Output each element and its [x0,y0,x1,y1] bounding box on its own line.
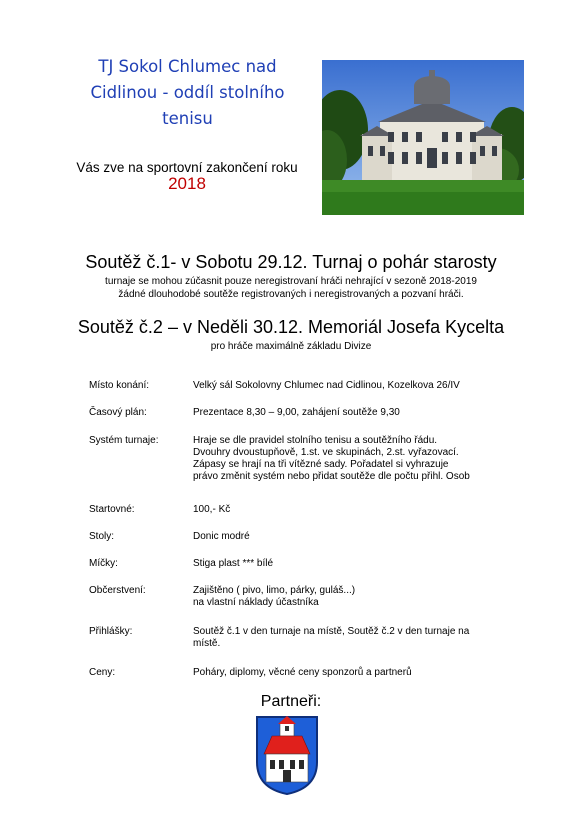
detail-label-prizes: Ceny: [89,667,116,678]
detail-value-venue [193,380,533,392]
detail-value-registration [193,626,533,650]
detail-value-fee [193,504,533,516]
contest-2-note: pro hráče maximálně základu Divize [210,341,372,352]
detail-label-venue: Místo konání: [89,380,150,391]
invite-text: Vás zve na sportovní zakončení roku [76,160,298,175]
detail-label-registration: Přihlášky: [89,626,133,637]
detail-label-fee: Startovné: [89,504,135,515]
detail-label-tables: Stoly: [89,531,115,542]
detail-label-schedule: Časový plán: [89,407,147,418]
detail-value-line: právo změnit systém nebo přidat soutěže dle počtu přihl. Osob [193,471,470,482]
detail-value-line: Donic modré [193,531,250,542]
detail-value-line: místě. [193,638,221,649]
detail-label-balls: Míčky: [89,558,118,569]
contest-1-note-line: žádné dlouhodobé soutěže registrovaných i neregistrovaných a pozvaní hráči. [118,289,464,300]
detail-value-line: Poháry, diplomy, věcné ceny sponzorů a partnerů [193,667,412,678]
event-year: 2018 [168,174,206,193]
club-name-line: TJ Sokol Chlumec nad [98,57,277,76]
detail-value-schedule [193,407,533,419]
partners-title: Partneři: [260,693,322,710]
detail-value-line: Prezentace 8,30 – 9,00, zahájení soutěže 9,30 [193,407,400,418]
detail-value-line: na vlastní náklady účastníka [193,597,319,608]
detail-value-line: Dvouhry dvoustupňově, 1.st. ve skupinách, 2.st. vyřazovací. [193,447,459,458]
chateau-photo [322,60,524,215]
contest-1-note-line: turnaje se mohou zúčasnit pouze neregistrovaní hráči nehrající v sezoně 2018-2019 [105,276,477,287]
detail-value-refreshments [193,585,533,609]
contest-2-title: Soutěž č.2 – v Neděli 30.12. Memoriál Josefa Kycelta [77,317,505,337]
detail-value-line: Stiga plast *** bílé [193,558,274,569]
detail-value-line: Soutěž č.1 v den turnaje na místě, Soutěž č.2 v den turnaje na [193,626,470,637]
detail-value-line: Hraje se dle pravidel stolního tenisu a soutěžního řádu. [193,435,438,446]
detail-value-line: Velký sál Sokolovny Chlumec nad Cidlinou, Kozelkova 26/IV [193,380,460,391]
club-name-line: Cidlinou - oddíl stolního [90,83,285,102]
detail-value-system [193,435,533,483]
town-coat-of-arms-icon [254,714,320,796]
club-name [70,54,305,132]
detail-value-line: Zajištěno ( pivo, limo, párky, guláš...) [193,585,356,596]
detail-value-prizes [193,667,533,679]
detail-value-line: Zápasy se hrají na tři vítězné sady. Pořadatel si vyhrazuje [193,459,449,470]
detail-label-system: Systém turnaje: [89,435,159,446]
contest-1-title: Soutěž č.1- v Sobotu 29.12. Turnaj o pohár starosty [85,252,497,272]
detail-value-balls [193,558,533,570]
detail-label-refreshments: Občerstvení: [89,585,146,596]
detail-value-tables [193,531,533,543]
club-name-line: tenisu [162,109,213,128]
detail-value-line: 100,- Kč [193,504,231,515]
